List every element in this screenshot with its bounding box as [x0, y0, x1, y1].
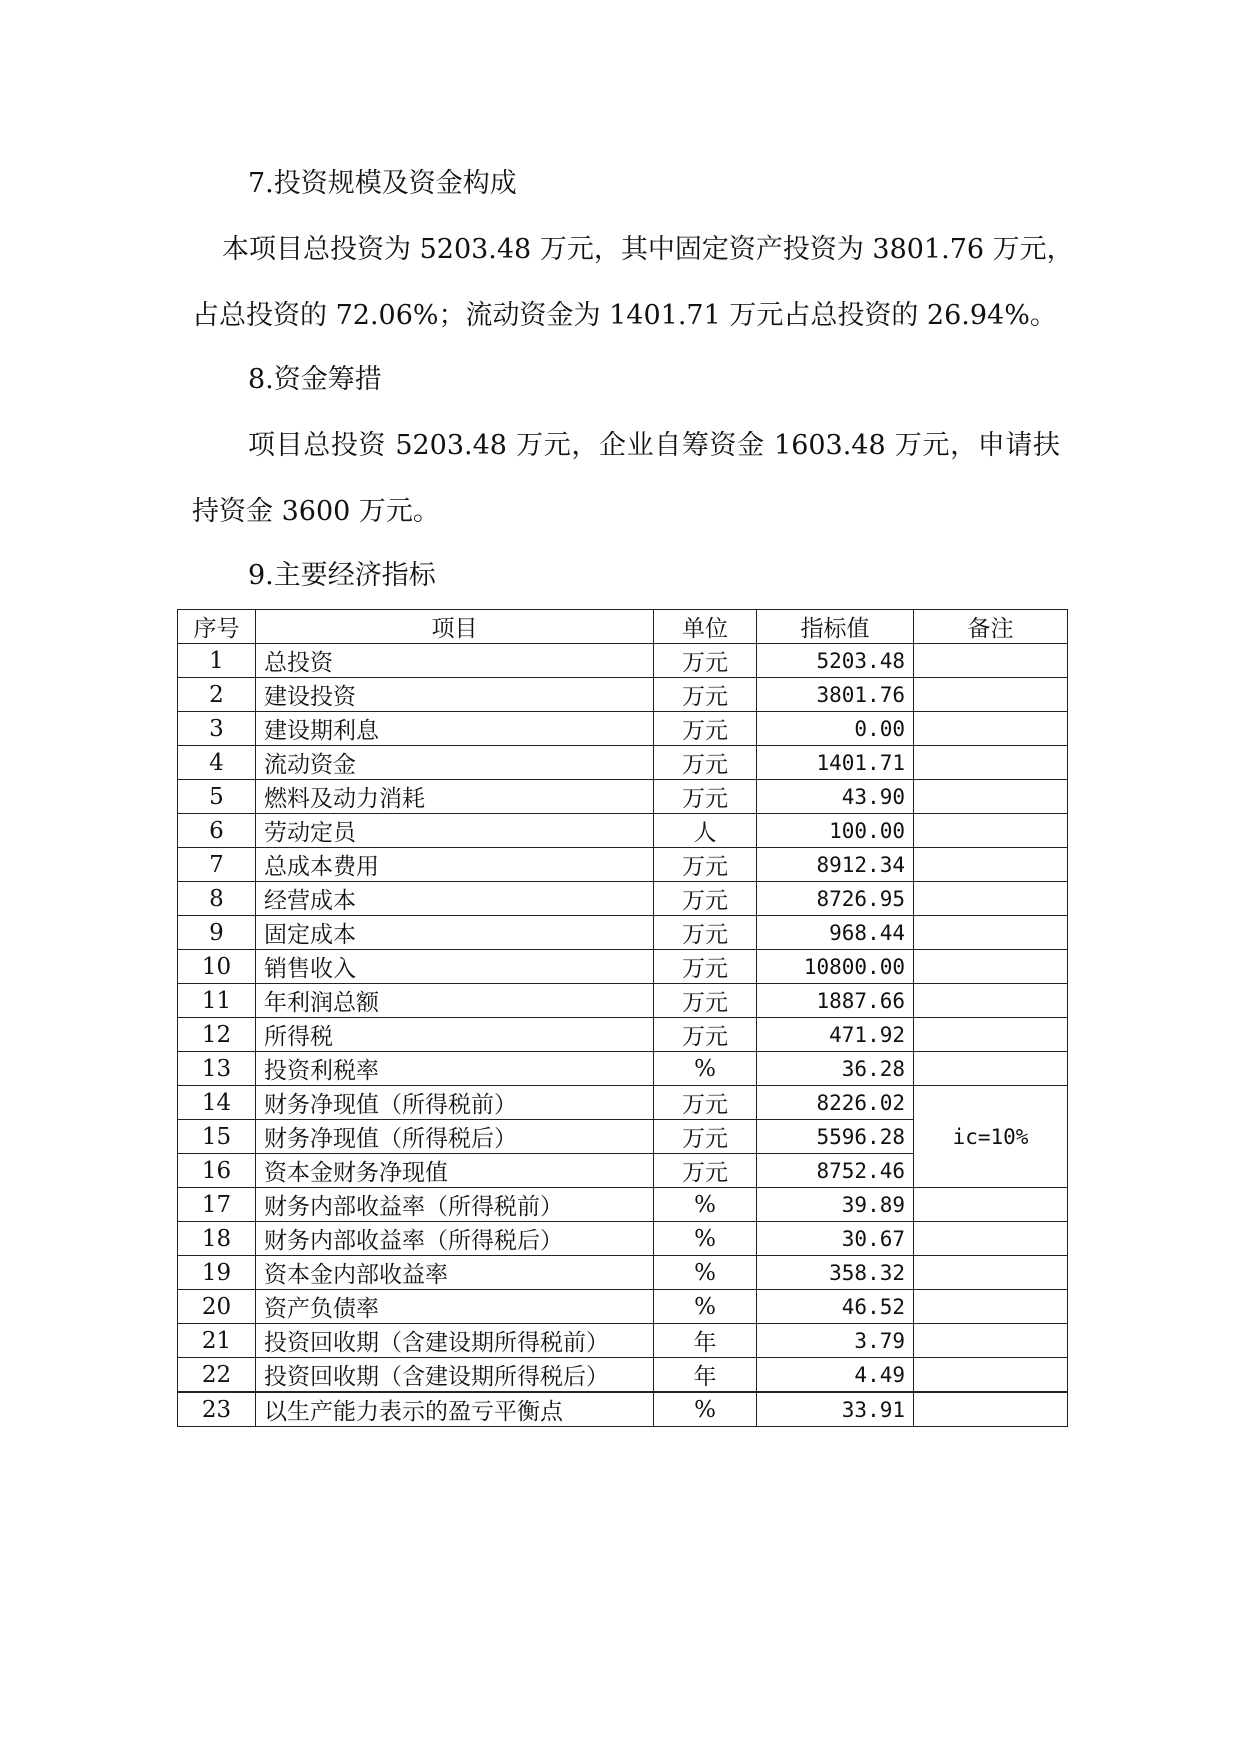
table-row — [178, 1358, 1068, 1393]
row-item: 投资回收期（含建设期所得税后） — [256, 1358, 654, 1393]
row-no: 22 — [178, 1358, 256, 1393]
row-remark — [914, 712, 1068, 746]
row-unit: % — [654, 1222, 757, 1256]
section-7-paragraph-line-2: 占总投资的 72.06%；流动资金为 1401.71 万元占总投资的 26.94%。 — [192, 300, 1057, 331]
row-no: 16 — [178, 1154, 256, 1188]
row-value: 5596.28 — [757, 1120, 914, 1154]
row-no: 13 — [178, 1052, 256, 1086]
row-item: 财务净现值（所得税后） — [256, 1120, 654, 1154]
row-unit: % — [654, 1052, 757, 1086]
table-row — [178, 746, 1068, 780]
row-item: 资本金内部收益率 — [256, 1256, 654, 1290]
section-8-paragraph-line-2: 持资金 3600 万元。 — [192, 496, 440, 527]
table-row — [178, 1188, 1068, 1222]
table-row — [178, 882, 1068, 916]
row-unit: 万元 — [654, 1154, 757, 1188]
row-value: 46.52 — [757, 1290, 914, 1324]
row-remark — [914, 950, 1068, 984]
row-no: 12 — [178, 1018, 256, 1052]
row-item: 销售收入 — [256, 950, 654, 984]
row-value: 471.92 — [757, 1018, 914, 1052]
table-row — [178, 1256, 1068, 1290]
row-unit: 万元 — [654, 780, 757, 814]
table-row — [178, 1324, 1068, 1358]
row-value: 8912.34 — [757, 848, 914, 882]
header-no: 序号 — [178, 610, 256, 644]
row-unit: 万元 — [654, 746, 757, 780]
row-no: 18 — [178, 1222, 256, 1256]
row-item: 财务内部收益率（所得税后） — [256, 1222, 654, 1256]
row-no: 19 — [178, 1256, 256, 1290]
row-unit: 人 — [654, 814, 757, 848]
row-remark — [914, 1392, 1068, 1427]
merged-remark-ic: ic=10% — [914, 1086, 1068, 1188]
row-no: 5 — [178, 780, 256, 814]
row-value: 8226.02 — [757, 1086, 914, 1120]
row-no: 11 — [178, 984, 256, 1018]
row-no: 6 — [178, 814, 256, 848]
row-item: 年利润总额 — [256, 984, 654, 1018]
row-no: 21 — [178, 1324, 256, 1358]
row-unit: 万元 — [654, 848, 757, 882]
row-remark — [914, 644, 1068, 678]
row-remark — [914, 814, 1068, 848]
row-remark — [914, 882, 1068, 916]
row-value: 8726.95 — [757, 882, 914, 916]
row-remark — [914, 984, 1068, 1018]
section-7-heading: 7.投资规模及资金构成 — [248, 168, 517, 199]
table-row — [178, 644, 1068, 678]
row-value: 1887.66 — [757, 984, 914, 1018]
row-value: 30.67 — [757, 1222, 914, 1256]
row-remark — [914, 916, 1068, 950]
row-remark — [914, 848, 1068, 882]
table-row — [178, 814, 1068, 848]
row-unit: 万元 — [654, 1086, 757, 1120]
row-no: 8 — [178, 882, 256, 916]
row-value: 43.90 — [757, 780, 914, 814]
row-unit: 万元 — [654, 712, 757, 746]
row-item: 财务净现值（所得税前） — [256, 1086, 654, 1120]
row-item: 劳动定员 — [256, 814, 654, 848]
row-remark — [914, 1256, 1068, 1290]
row-remark — [914, 678, 1068, 712]
row-item: 资本金财务净现值 — [256, 1154, 654, 1188]
table-row — [178, 780, 1068, 814]
row-no: 4 — [178, 746, 256, 780]
table-row — [178, 1018, 1068, 1052]
row-item: 投资利税率 — [256, 1052, 654, 1086]
row-remark — [914, 1222, 1068, 1256]
row-remark — [914, 1052, 1068, 1086]
row-item: 建设投资 — [256, 678, 654, 712]
row-unit: 万元 — [654, 916, 757, 950]
row-value: 33.91 — [757, 1392, 914, 1427]
table-row — [178, 1392, 1068, 1427]
row-value: 36.28 — [757, 1052, 914, 1086]
section-9-heading: 9.主要经济指标 — [248, 560, 436, 591]
row-value: 10800.00 — [757, 950, 914, 984]
header-item: 项目 — [256, 610, 654, 644]
row-unit: % — [654, 1290, 757, 1324]
row-remark — [914, 780, 1068, 814]
table-row — [178, 1222, 1068, 1256]
row-no: 14 — [178, 1086, 256, 1120]
table-row — [178, 678, 1068, 712]
row-item: 所得税 — [256, 1018, 654, 1052]
row-no: 3 — [178, 712, 256, 746]
row-value: 8752.46 — [757, 1154, 914, 1188]
section-7-paragraph-line-1: 本项目总投资为 5203.48 万元，其中固定资产投资为 3801.76 万元， — [222, 234, 1074, 265]
row-item: 固定成本 — [256, 916, 654, 950]
row-value: 1401.71 — [757, 746, 914, 780]
row-item: 建设期利息 — [256, 712, 654, 746]
row-item: 燃料及动力消耗 — [256, 780, 654, 814]
header-unit: 单位 — [654, 610, 757, 644]
row-unit: % — [654, 1256, 757, 1290]
row-unit: 万元 — [654, 678, 757, 712]
row-unit: 万元 — [654, 950, 757, 984]
row-item: 资产负债率 — [256, 1290, 654, 1324]
row-unit: 万元 — [654, 1018, 757, 1052]
row-value: 0.00 — [757, 712, 914, 746]
row-remark — [914, 1324, 1068, 1358]
row-item: 总成本费用 — [256, 848, 654, 882]
row-value: 100.00 — [757, 814, 914, 848]
row-value: 5203.48 — [757, 644, 914, 678]
row-no: 20 — [178, 1290, 256, 1324]
row-no: 7 — [178, 848, 256, 882]
section-8-heading: 8.资金筹措 — [248, 364, 382, 395]
row-no: 10 — [178, 950, 256, 984]
header-remark: 备注 — [914, 610, 1068, 644]
row-value: 968.44 — [757, 916, 914, 950]
row-remark — [914, 746, 1068, 780]
section-8-paragraph-line-1: 项目总投资 5203.48 万元，企业自筹资金 1603.48 万元，申请扶 — [248, 430, 1060, 461]
row-no: 9 — [178, 916, 256, 950]
row-no: 2 — [178, 678, 256, 712]
row-unit: 万元 — [654, 1120, 757, 1154]
table-header-row — [178, 610, 1068, 644]
row-unit: % — [654, 1392, 757, 1427]
row-unit: 万元 — [654, 882, 757, 916]
row-value: 4.49 — [757, 1358, 914, 1393]
row-value: 3801.76 — [757, 678, 914, 712]
table-row — [178, 1086, 1068, 1120]
table-row — [178, 950, 1068, 984]
row-item: 经营成本 — [256, 882, 654, 916]
row-unit: 万元 — [654, 644, 757, 678]
header-value: 指标值 — [757, 610, 914, 644]
row-no: 1 — [178, 644, 256, 678]
row-no: 23 — [178, 1392, 256, 1427]
row-unit: 年 — [654, 1358, 757, 1393]
row-no: 15 — [178, 1120, 256, 1154]
row-no: 17 — [178, 1188, 256, 1222]
row-item: 总投资 — [256, 644, 654, 678]
row-unit: 年 — [654, 1324, 757, 1358]
row-item: 以生产能力表示的盈亏平衡点 — [256, 1392, 654, 1427]
economic-indicators-table — [177, 609, 1068, 1427]
table-row — [178, 1290, 1068, 1324]
table-row — [178, 848, 1068, 882]
row-remark — [914, 1018, 1068, 1052]
row-unit: 万元 — [654, 984, 757, 1018]
row-remark — [914, 1188, 1068, 1222]
row-item: 投资回收期（含建设期所得税前） — [256, 1324, 654, 1358]
row-remark — [914, 1290, 1068, 1324]
table-row — [178, 916, 1068, 950]
row-item: 流动资金 — [256, 746, 654, 780]
row-value: 3.79 — [757, 1324, 914, 1358]
table-row — [178, 984, 1068, 1018]
row-value: 358.32 — [757, 1256, 914, 1290]
row-remark — [914, 1358, 1068, 1393]
row-item: 财务内部收益率（所得税前） — [256, 1188, 654, 1222]
table-row — [178, 712, 1068, 746]
row-unit: % — [654, 1188, 757, 1222]
row-value: 39.89 — [757, 1188, 914, 1222]
table-row — [178, 1052, 1068, 1086]
